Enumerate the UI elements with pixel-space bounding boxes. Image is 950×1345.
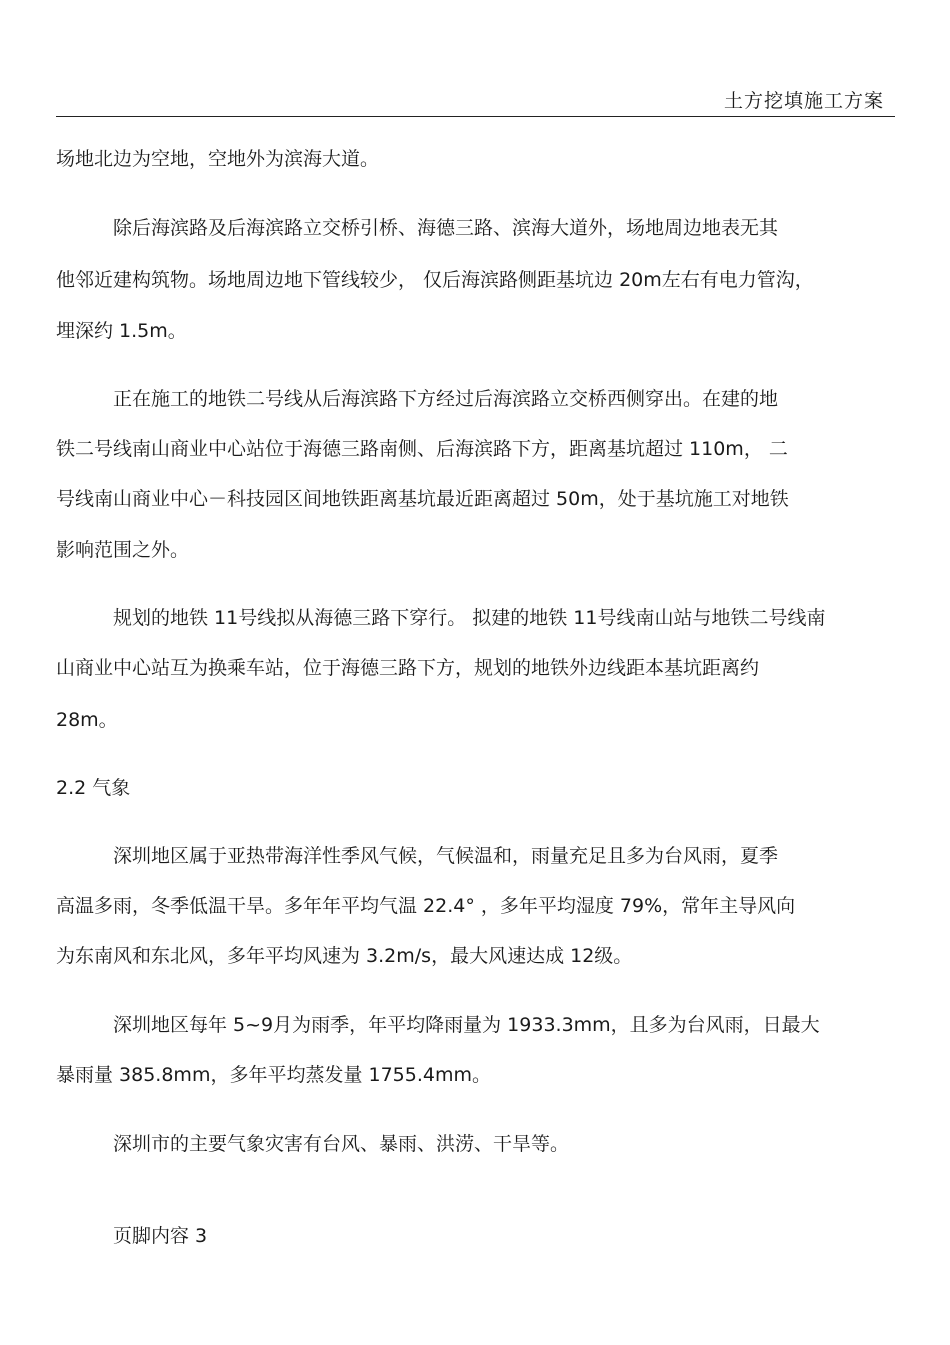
body-line: 影响范围之外。 (56, 539, 190, 561)
body-line: 为东南风和东北风，多年平均风速为 3.2m/s，最大风速达成 12级。 (56, 945, 633, 967)
body-line: 山商业中心站互为换乘车站，位于海德三路下方，规划的地铁外边线距本基坑距离约 (56, 657, 760, 679)
body-line: 深圳地区每年 5~9月为雨季，年平均降雨量为 1933.3mm，且多为台风雨，日最大 (113, 1014, 820, 1036)
header-divider (56, 116, 895, 117)
body-line: 暴雨量 385.8mm，多年平均蒸发量 1755.4mm。 (56, 1064, 491, 1086)
body-line: 规划的地铁 11号线拟从海德三路下穿行。 拟建的地铁 11号线南山站与地铁二号线南 (113, 607, 826, 629)
section-heading: 2.2 气象 (56, 777, 131, 799)
page-footer: 页脚内容 3 (113, 1225, 208, 1247)
body-line: 埋深约 1.5m。 (56, 320, 187, 342)
body-line: 场地北边为空地，空地外为滨海大道。 (56, 148, 380, 170)
body-line: 铁二号线南山商业中心站位于海德三路南侧、后海滨路下方，距离基坑超过 110m， 二 (56, 438, 788, 460)
body-line: 深圳市的主要气象灾害有台风、暴雨、洪涝、干旱等。 (113, 1133, 570, 1155)
body-line: 正在施工的地铁二号线从后海滨路下方经过后海滨路立交桥西侧穿出。在建的地 (113, 388, 779, 410)
body-line: 高温多雨，冬季低温干旱。多年年平均气温 22.4° ，多年平均湿度 79%，常年主导风向 (56, 895, 796, 917)
body-line: 深圳地区属于亚热带海洋性季风气候，气候温和，雨量充足且多为台风雨，夏季 (113, 845, 779, 867)
body-line: 他邻近建构筑物。场地周边地下管线较少， 仅后海滨路侧距基坑边 20m左右有电力管沟， (56, 269, 814, 291)
body-line: 28m。 (56, 709, 118, 731)
page-header-title: 土方挖填施工方案 (723, 90, 884, 112)
body-line: 除后海滨路及后海滨路立交桥引桥、海德三路、滨海大道外，场地周边地表无其 (113, 217, 779, 239)
body-line: 号线南山商业中心－科技园区间地铁距离基坑最近距离超过 50m，处于基坑施工对地铁 (56, 488, 789, 510)
